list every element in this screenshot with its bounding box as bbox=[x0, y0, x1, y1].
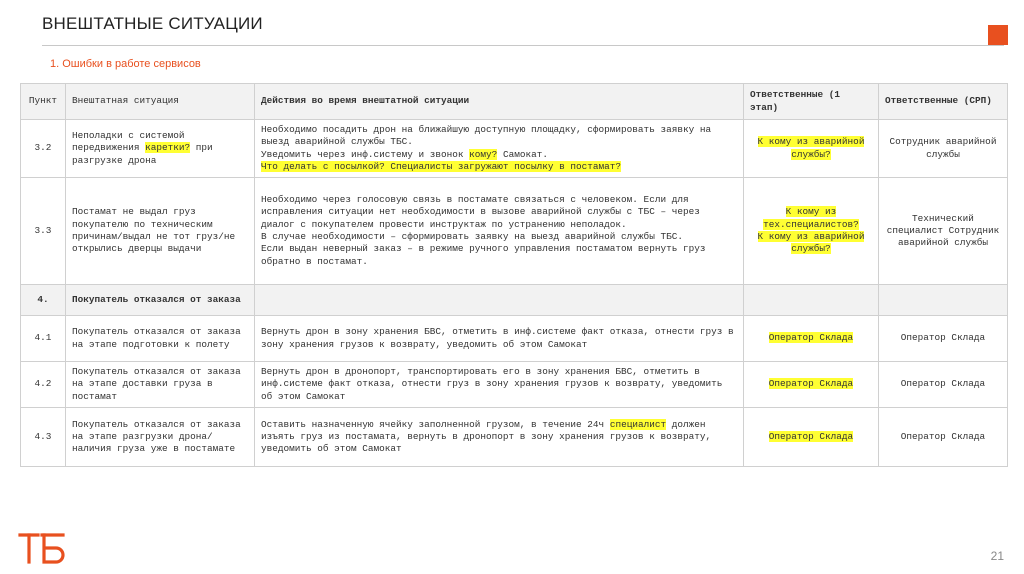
row-resp2: Технический специалист Сотрудник аварийной службы bbox=[879, 178, 1008, 285]
header-actions: Действия во время внештатной ситуации bbox=[255, 84, 744, 120]
row-resp2: Оператор Склада bbox=[879, 408, 1008, 467]
header-resp1: Ответственные (1 этап) bbox=[744, 84, 879, 120]
situation-text: при разгрузке дрона bbox=[72, 142, 213, 166]
row-resp1 bbox=[744, 120, 879, 178]
header-resp2: Ответственные (СРП) bbox=[879, 84, 1008, 120]
title-divider bbox=[42, 45, 1004, 46]
row-situation: Покупатель отказался от заказа на этапе доставки груза в постамат bbox=[66, 362, 255, 408]
row-resp1 bbox=[744, 285, 879, 316]
slide-title: ВНЕШТАТНЫЕ СИТУАЦИИ bbox=[42, 14, 263, 33]
action-text: Уведомить через инф.систему и звонок bbox=[261, 148, 470, 160]
row-actions: Вернуть дрон в дронопорт, транспортировать его в зону хранения БВС, отметить в инф.системе факт отказа, отнести груз в зону хранения грузов к возврату, уведомить об этом Самокат bbox=[255, 362, 744, 408]
row-num: 4. bbox=[21, 285, 66, 316]
highlighted-text: К кому из тех.специалистов? bbox=[763, 206, 859, 230]
header-num: Пункт bbox=[21, 84, 66, 120]
row-num: 3.2 bbox=[21, 120, 66, 178]
row-situation: Покупатель отказался от заказа на этапе подготовки к полету bbox=[66, 316, 255, 362]
accent-square bbox=[988, 25, 1008, 45]
row-actions bbox=[255, 408, 744, 467]
highlighted-text: К кому из аварийной службы? bbox=[757, 136, 865, 160]
row-situation: Покупатель отказался от заказа на этапе разгрузки дрона/наличия груза уже в постамате bbox=[66, 408, 255, 467]
action-text: Самокат. bbox=[497, 148, 548, 160]
row-num: 4.1 bbox=[21, 316, 66, 362]
highlighted-text: специалист bbox=[609, 418, 667, 430]
table-row bbox=[21, 408, 1008, 467]
highlighted-text: Что делать с посылкой? Специалисты загружают посылку в постамат? bbox=[261, 160, 622, 172]
row-resp2: Оператор Склада bbox=[879, 316, 1008, 362]
table-row bbox=[21, 362, 1008, 408]
row-resp1 bbox=[744, 316, 879, 362]
table-header-row bbox=[21, 84, 1008, 120]
action-text: Необходимо посадить дрон на ближайшую доступную площадку, сформировать заявку на выезд аварийной службы ТБС. bbox=[261, 123, 712, 148]
slide-subtitle: 1. Ошибки в работе сервисов bbox=[50, 58, 201, 70]
row-situation bbox=[66, 120, 255, 178]
highlighted-text: К кому из аварийной службы? bbox=[757, 231, 865, 255]
row-actions bbox=[255, 285, 744, 316]
row-actions: Необходимо через голосовую связь в постамате связаться с человеком. Если для исправления ситуации нет необходимости в вызове аварийной службы с ТБС – через диалог с покупателем провести инструктаж по устранению неполадок. В случае необходимости – сформировать заявку на выезд аварийной службы ТБС. Если выдан неверный заказ – в режиме ручного управления постаматом вернуть груз обратно в постамат. bbox=[255, 178, 744, 285]
row-actions bbox=[255, 120, 744, 178]
highlighted-text: Оператор Склада bbox=[768, 378, 854, 390]
tgb-logo-icon bbox=[18, 531, 66, 565]
highlighted-text: Оператор Склада bbox=[768, 332, 854, 344]
header-situation: Внештатная ситуация bbox=[66, 84, 255, 120]
table-row bbox=[21, 120, 1008, 178]
row-num: 3.3 bbox=[21, 178, 66, 285]
row-resp1 bbox=[744, 408, 879, 467]
highlighted-text: кому? bbox=[469, 148, 498, 160]
row-resp1 bbox=[744, 362, 879, 408]
row-resp2 bbox=[879, 285, 1008, 316]
row-resp2: Сотрудник аварийной службы bbox=[879, 120, 1008, 178]
incidents-table bbox=[20, 83, 1008, 467]
row-actions: Вернуть дрон в зону хранения БВС, отметить в инф.системе факт отказа, отнести груз в зону хранения грузов к возврату, уведомить об этом Самокат bbox=[255, 316, 744, 362]
row-situation: Покупатель отказался от заказа bbox=[66, 285, 255, 316]
action-text: Оставить назначенную ячейку заполненной грузом, в течение 24ч bbox=[261, 418, 610, 430]
row-num: 4.2 bbox=[21, 362, 66, 408]
row-resp1 bbox=[744, 178, 879, 285]
highlighted-text: Оператор Склада bbox=[768, 430, 854, 442]
action-text: должен изъять груз из постамата, вернуть в дронопорт в зону хранения грузов к возврату, уведомить об этом Самокат bbox=[261, 418, 712, 455]
table-row bbox=[21, 316, 1008, 362]
situation-text: Неполадки с системой передвижения bbox=[72, 130, 185, 154]
table-row bbox=[21, 178, 1008, 285]
table-group-row bbox=[21, 285, 1008, 316]
row-resp2: Оператор Склада bbox=[879, 362, 1008, 408]
page-number: 21 bbox=[990, 549, 1004, 563]
row-situation: Постамат не выдал груз покупателю по техническим причинам/выдал не тот груз/не открылись дверцы выдачи bbox=[66, 178, 255, 285]
row-num: 4.3 bbox=[21, 408, 66, 467]
highlighted-text: каретки? bbox=[145, 142, 191, 154]
